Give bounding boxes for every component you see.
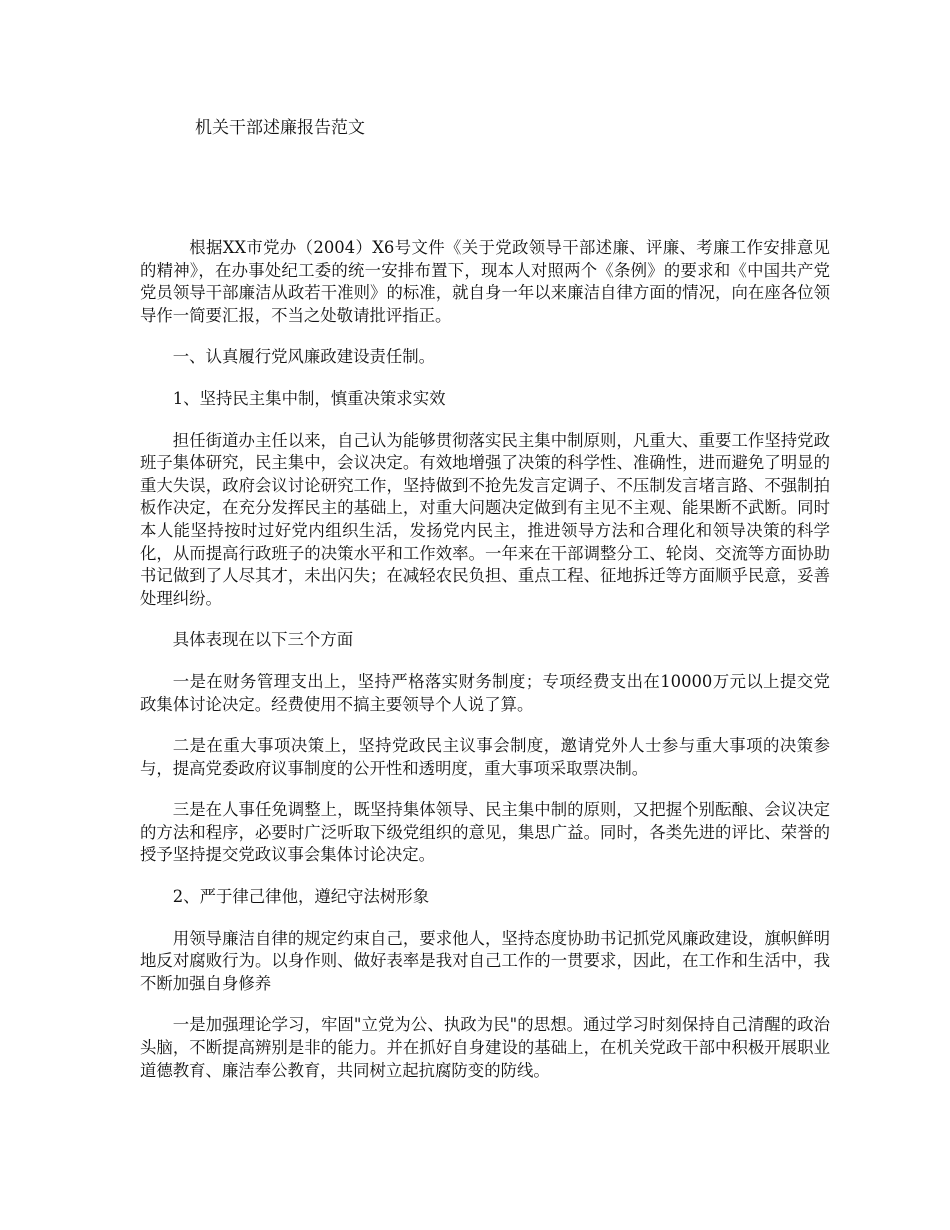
body-paragraph: 具体表现在以下三个方面	[172, 630, 354, 650]
body-paragraph: 担任街道办主任以来，自己认为能够贯彻落实民主集中制原则，凡重大、重要工作坚持党政班子集体研究，民主集中，会议决定。有效地增强了决策的科学性、准确性，进而避免了明显的重大失误，政府会议讨论研究工作，坚持做到不抢先发言定调子、不压制发言堵言路、不强制拍板作决定，在充分发挥民主的基础上，对重大问题决定做到有主见不主观、能果断不武断。同时本人能坚持按时过好党内组织生活，发扬党内民主，推进领导方法和合理化和领导决策的科学化，从而提高行政班子的决策水平和工作效率。一年来在干部调整分工、轮岗、交流等方面协助书记做到了人尽其才，未出闪失；在减轻农民负担、重点工程、征地拆迁等方面顺乎民意，妥善处理纠纷。	[140, 430, 830, 608]
body-paragraph: 一是加强理论学习，牢固"立党为公、执政为民"的思想。通过学习时刻保持自己清醒的政治头脑，不断提高辨别是非的能力。并在抓好自身建设的基础上，在机关党政干部中积极开展职业道德教育、廉洁奉公教育，共同树立起抗腐防变的防线。	[140, 1015, 830, 1080]
body-paragraph: 一是在财务管理支出上，坚持严格落实财务制度；专项经费支出在10000万元以上提交党政集体讨论决定。经费使用不搞主要领导个人说了算。	[140, 671, 830, 714]
body-paragraph: 用领导廉洁自律的规定约束自己，要求他人，坚持态度协助书记抓党风廉政建设，旗帜鲜明地反对腐败行为。以身作则、做好表率是我对自己工作的一贯要求，因此，在工作和生活中，我不断加强自身修养	[140, 928, 830, 993]
section-heading-1: 一、认真履行党风廉政建设责任制。	[172, 347, 436, 367]
subsection-heading-2: 2、严于律己律他，遵纪守法树形象	[172, 887, 430, 907]
body-paragraph: 二是在重大事项决策上，坚持党政民主议事会制度，邀请党外人士参与重大事项的决策参与，提高党委政府议事制度的公开性和透明度，重大事项采取票决制。	[140, 736, 830, 778]
intro-paragraph: 根据XX市党办（2004）X6号文件《关于党政领导干部述廉、评廉、考廉工作安排意见的精神》，在办事处纪工委的统一安排布置下，现本人对照两个《条例》的要求和《中国共产党党员领导干部廉洁从政若干准则》的标准，就自身一年以来廉洁自律方面的情况，向在座各位领导作一简要汇报，不当之处敬请批评指正。	[140, 238, 830, 325]
document-body	[140, 237, 830, 1101]
document-title: 机关干部述廉报告范文	[195, 118, 365, 138]
subsection-heading-1: 1、坚持民主集中制，慎重决策求实效	[172, 388, 446, 408]
body-paragraph: 三是在人事任免调整上，既坚持集体领导、民主集中制的原则，又把握个别酝酿、会议决定的方法和程序，必要时广泛听取下级党组织的意见，集思广益。同时，各类先进的评比、荣誉的授予坚持提交党政议事会集体讨论决定。	[140, 800, 830, 865]
